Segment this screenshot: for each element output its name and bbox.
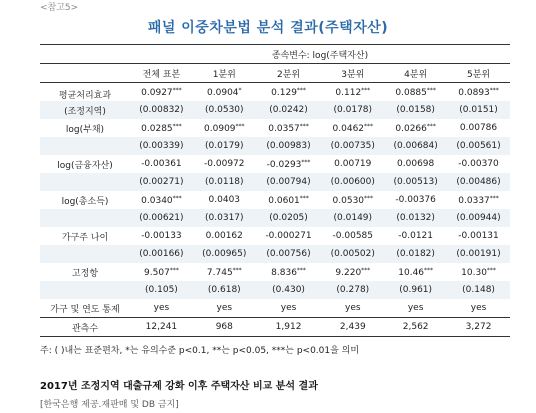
- observations-cell: 968: [193, 318, 256, 337]
- standard-error-row: [40, 173, 510, 191]
- standard-error-cell: (0.00339): [139, 141, 184, 151]
- standard-error-row: [40, 209, 510, 227]
- coefficient-cell: -0.00133: [141, 231, 182, 241]
- coefficient-cell: 0.00698: [397, 159, 435, 169]
- observations-cell: 2,439: [321, 318, 384, 337]
- coefficient-cell: 0.00786: [459, 123, 498, 133]
- row-label: log(금융자산): [57, 160, 113, 171]
- row-label-secondary: [40, 245, 130, 263]
- table-body: [40, 83, 510, 337]
- significance-stars: ***: [489, 194, 499, 202]
- coefficient-cell: -0.000271: [265, 231, 312, 241]
- observations-cell: 1,912: [256, 318, 322, 337]
- standard-error-cell: (0.00600): [330, 177, 375, 187]
- standard-error-cell: (0.00983): [266, 141, 311, 151]
- significance-stars: ***: [169, 266, 179, 274]
- table-note: 주: ( )내는 표준편차, *는 유의수준 p<0.1, **는 p<0.05, ***는 p<0.01을 의미: [40, 346, 360, 356]
- significance-stars: ***: [361, 86, 371, 94]
- controls-label: 가구 및 연도 통제: [40, 299, 130, 318]
- coefficient-cell: 0.0337***: [458, 194, 499, 206]
- photo-caption: 2017년 조정지역 대출규제 강화 이후 주택자산 비교 분석 결과: [40, 381, 318, 392]
- coefficient-cell: -0.00585: [332, 231, 374, 241]
- standard-error-cell: (0.0205): [269, 213, 308, 223]
- significance-stars: ***: [426, 86, 436, 94]
- column-header: 3분위: [321, 64, 384, 83]
- standard-error-cell: (0.961): [399, 285, 433, 295]
- controls-cell: yes: [130, 299, 193, 318]
- significance-stars: ***: [426, 122, 436, 130]
- corner-cell: [40, 45, 130, 64]
- row-label: log(총소득): [61, 196, 109, 207]
- coefficient-cell: -0.00131: [458, 231, 499, 241]
- coefficient-cell: 0.0927***: [141, 86, 182, 98]
- standard-error-cell: (0.0179): [205, 141, 244, 151]
- coefficient-cell: -0.00361: [141, 159, 182, 169]
- row-label-secondary: (조정지역): [64, 106, 106, 117]
- coefficient-cell: 0.0909***: [204, 122, 245, 134]
- standard-error-cell: (0.00944): [456, 213, 501, 223]
- coefficient-cell: 0.0340***: [141, 194, 182, 206]
- standard-error-cell: (0.00794): [266, 177, 311, 187]
- coefficient-cell: 0.0601***: [268, 194, 309, 206]
- standard-error-cell: (0.0178): [333, 105, 373, 115]
- coefficient-cell: 0.0285***: [141, 122, 182, 134]
- standard-error-cell: (0.00832): [139, 105, 184, 115]
- standard-error-cell: (0.0317): [205, 213, 244, 223]
- column-header: 전체 표본: [130, 64, 193, 83]
- observations-cell: 12,241: [130, 318, 193, 337]
- row-label: 고정항: [71, 268, 99, 279]
- standard-error-cell: (0.0242): [269, 105, 308, 115]
- standard-error-cell: (0.00271): [139, 177, 184, 187]
- controls-cell: yes: [193, 299, 256, 318]
- coefficient-cell: -0.00972: [204, 159, 245, 169]
- standard-error-cell: (0.0151): [459, 105, 498, 115]
- row-label-secondary: [40, 281, 130, 299]
- coefficient-cell: -0.0293***: [266, 158, 311, 170]
- row-label-secondary: [40, 173, 130, 191]
- standard-error-cell: (0.00191): [456, 249, 501, 259]
- significance-stars: ***: [364, 122, 374, 130]
- significance-stars: ***: [296, 86, 306, 94]
- standard-error-row: [40, 245, 510, 263]
- standard-error-cell: (0.00561): [456, 141, 501, 151]
- standard-error-cell: (0.00756): [266, 249, 311, 259]
- row-label: log(부채): [65, 124, 105, 135]
- coefficient-cell: 0.112***: [335, 86, 371, 98]
- column-header-row: [40, 64, 510, 83]
- standard-error-cell: (0.00166): [139, 249, 184, 259]
- source-credit: [한국은행 제공.재판매 및 DB 금지]: [40, 400, 179, 410]
- column-header: 4분위: [384, 64, 447, 83]
- controls-cell: yes: [321, 299, 384, 318]
- coefficient-cell: 0.0462***: [332, 122, 374, 134]
- standard-error-cell: (0.00621): [139, 213, 184, 223]
- column-header: 5분위: [447, 64, 510, 83]
- standard-error-cell: (0.00684): [393, 141, 438, 151]
- coefficient-cell: 9.507***: [144, 266, 179, 278]
- standard-error-cell: (0.278): [336, 285, 370, 295]
- significance-stars: *: [238, 86, 242, 94]
- standard-error-cell: (0.00502): [330, 249, 375, 259]
- observations-row: [40, 318, 510, 337]
- row-label: 평균처리효과: [58, 91, 112, 101]
- coefficient-cell: 0.0403: [208, 195, 241, 205]
- standard-error-cell: (0.0158): [396, 105, 435, 115]
- significance-stars: ***: [301, 158, 311, 166]
- coefficient-row: [40, 83, 510, 102]
- coefficient-cell: -0.00376: [395, 195, 436, 205]
- significance-stars: ***: [296, 266, 306, 274]
- significance-stars: ***: [299, 194, 309, 202]
- coefficient-cell: -0.00370: [458, 159, 499, 169]
- standard-error-row: [40, 101, 510, 119]
- standard-error-cell: (0.0182): [396, 249, 435, 259]
- coefficient-cell: 0.0893***: [458, 86, 499, 98]
- standard-error-cell: (0.0118): [205, 177, 244, 187]
- significance-stars: ***: [489, 86, 499, 94]
- corner-cell-2: [40, 64, 130, 83]
- figure-number-label: <참고5>: [40, 3, 79, 13]
- observations-cell: 3,272: [447, 318, 510, 337]
- standard-error-cell: (0.148): [462, 285, 495, 295]
- coefficient-row: [40, 191, 510, 209]
- row-label-secondary: [40, 137, 130, 155]
- significance-stars: ***: [172, 194, 182, 202]
- coefficient-cell: 0.0530***: [332, 194, 374, 206]
- coefficient-cell: 7.745***: [206, 266, 242, 278]
- standard-error-cell: (0.00735): [330, 141, 375, 151]
- coefficient-cell: 0.00719: [334, 159, 372, 169]
- observations-cell: 2,562: [384, 318, 447, 337]
- coefficient-cell: 0.129***: [271, 86, 306, 98]
- coefficient-cell: -0.0121: [398, 231, 434, 241]
- significance-stars: ***: [486, 266, 496, 274]
- coefficient-cell: 0.0885***: [395, 86, 436, 98]
- observations-label: 관측수: [40, 318, 130, 337]
- standard-error-row: [40, 281, 510, 299]
- controls-cell: yes: [384, 299, 447, 318]
- standard-error-cell: (0.0149): [333, 213, 373, 223]
- row-label: 가구주 나이: [61, 232, 109, 243]
- significance-stars: ***: [364, 194, 374, 202]
- coefficient-cell: 0.0904*: [207, 86, 242, 98]
- standard-error-cell: (0.00965): [202, 249, 247, 259]
- table-title: 패널 이중차분법 분석 결과(주택자산): [147, 20, 389, 36]
- column-header: 2분위: [256, 64, 322, 83]
- standard-error-cell: (0.0530): [205, 105, 244, 115]
- column-header: 1분위: [193, 64, 256, 83]
- standard-error-cell: (0.105): [145, 285, 178, 295]
- controls-cell: yes: [447, 299, 510, 318]
- standard-error-row: [40, 137, 510, 155]
- standard-error-cell: (0.00513): [393, 177, 438, 187]
- coefficient-row: [40, 227, 510, 245]
- row-label-secondary: [40, 209, 130, 227]
- significance-stars: ***: [232, 266, 242, 274]
- significance-stars: ***: [299, 122, 309, 130]
- standard-error-cell: (0.430): [272, 285, 305, 295]
- standard-error-cell: (0.0132): [396, 213, 435, 223]
- significance-stars: ***: [361, 266, 371, 274]
- significance-stars: ***: [172, 86, 182, 94]
- coefficient-row: [40, 119, 510, 137]
- coefficient-cell: 0.0357***: [268, 122, 309, 134]
- significance-stars: ***: [235, 122, 245, 130]
- significance-stars: ***: [172, 122, 182, 130]
- standard-error-cell: (0.00486): [456, 177, 501, 187]
- coefficient-row: [40, 155, 510, 173]
- significance-stars: ***: [424, 266, 434, 274]
- coefficient-cell: 10.30***: [461, 266, 496, 278]
- standard-error-cell: (0.618): [207, 285, 241, 295]
- regression-table: [40, 44, 510, 337]
- coefficient-row: [40, 263, 510, 281]
- coefficient-cell: 8.836***: [271, 266, 306, 278]
- coefficient-cell: 0.0266***: [395, 122, 436, 134]
- coefficient-cell: 9.220***: [335, 266, 371, 278]
- coefficient-cell: 0.00162: [205, 231, 243, 241]
- coefficient-cell: 10.46***: [398, 266, 434, 278]
- controls-cell: yes: [256, 299, 322, 318]
- controls-row: [40, 299, 510, 318]
- dependent-variable-header: 종속변수: log(주택자산): [130, 45, 510, 64]
